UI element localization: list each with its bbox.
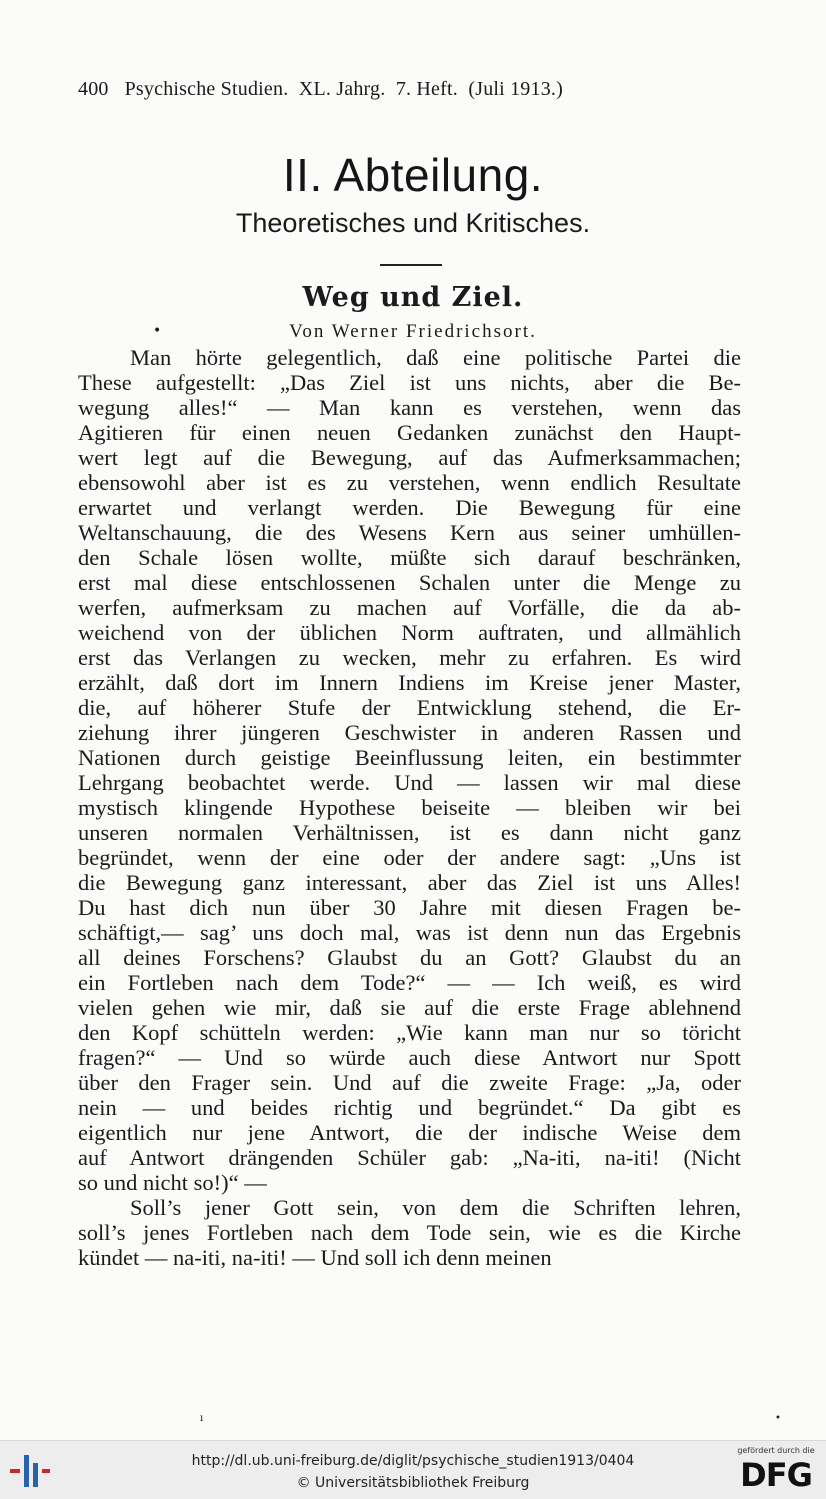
body-line: den Schale lösen wollte, müßte sich darauf beschränken,: [78, 545, 741, 570]
body-line: wegung alles!“ — Man kann es verstehen, wenn das: [78, 395, 741, 420]
dfg-logo: DFG: [740, 1456, 812, 1494]
body-line: Man hörte gelegentlich, daß eine politische Partei die: [130, 345, 741, 370]
body-line: Soll’s jener Gott sein, von dem die Schriften lehren,: [130, 1195, 741, 1220]
bottom-mark-left: ı: [200, 1413, 204, 1424]
funding-note: gefördert durch die: [737, 1446, 815, 1455]
body-line: These aufgestellt: „Das Ziel ist uns nichts, aber die Be-: [78, 370, 741, 395]
body-line: erst mal diese entschlossenen Schalen unter die Menge zu: [78, 570, 741, 595]
body-line: soll’s jenes Fortleben nach dem Tode sein, wie es die Kirche: [78, 1220, 741, 1245]
document-url-link[interactable]: http://dl.ub.uni-freiburg.de/diglit/psychische_studien1913/0404: [191, 1453, 635, 1469]
title-divider: [380, 264, 442, 266]
body-line: kündet — na-iti, na-iti! — Und soll ich denn meinen: [78, 1245, 552, 1270]
body-line: ziehung ihrer jüngeren Geschwister in anderen Rassen und: [78, 720, 741, 745]
body-line: nein — und beides richtig und begründet.“ Da gibt es: [78, 1095, 741, 1120]
body-line: ein Fortleben nach dem Tode?“ — — Ich weiß, es wird: [78, 970, 741, 995]
stray-mark: •: [153, 323, 162, 339]
body-line: Agitieren für einen neuen Gedanken zunächst den Haupt-: [78, 420, 741, 445]
body-line: Lehrgang beobachtet werde. Und — lassen wir mal diese: [78, 770, 741, 795]
body-line: auf Antwort drängenden Schüler gab: „Na-iti, na-iti! (Nicht: [78, 1145, 741, 1170]
section-title: II. Abteilung.: [282, 149, 544, 201]
body-line: erwartet und verlangt werden. Die Bewegung für eine: [78, 495, 741, 520]
article-byline: Von Werner Friedrichsort.: [289, 321, 537, 342]
body-line: unseren normalen Verhältnissen, ist es dann nicht ganz: [78, 820, 741, 845]
section-subtitle: Theoretisches und Kritisches.: [235, 208, 591, 238]
body-line: fragen?“ — Und so würde auch diese Antwort nur Spott: [78, 1045, 741, 1070]
body-line: den Kopf schütteln werden: „Wie kann man nur so töricht: [78, 1020, 741, 1045]
body-line: erst das Verlangen zu wecken, mehr zu erfahren. Es wird: [78, 645, 741, 670]
body-line: vielen gehen wie mir, daß sie auf die erste Frage ablehnend: [78, 995, 741, 1020]
body-line: schäftigt,— sag’ uns doch mal, was ist denn nun das Ergebnis: [78, 920, 741, 945]
body-line: eigentlich nur jene Antwort, die der indische Weise dem: [78, 1120, 741, 1145]
body-line: mystisch klingende Hypothese beiseite — bleiben wir bei: [78, 795, 741, 820]
body-line: die Bewegung ganz interessant, aber das Ziel ist uns Alles!: [78, 870, 741, 895]
body-line: wert legt auf die Bewegung, auf das Aufmerksammachen;: [78, 445, 741, 470]
body-line: begründet, wenn der eine oder der andere sagt: „Uns ist: [78, 845, 741, 870]
body-line: all deines Forschens? Glaubst du an Gott? Glaubst du an: [78, 945, 741, 970]
running-head-text: Psychische Studien. XL. Jahrg. 7. Heft. (Juli 1913.): [124, 78, 563, 100]
body-line: ebensowohl aber ist es zu verstehen, wenn endlich Resultate: [78, 470, 741, 495]
copyright-notice: © Universitätsbibliothek Freiburg: [296, 1475, 530, 1491]
article-body: [78, 345, 741, 1270]
body-line: erzählt, daß dort im Innern Indiens im Kreise jener Master,: [78, 670, 741, 695]
article-title: Weg und Ziel.: [302, 282, 524, 313]
body-line: weichend von der üblichen Norm auftraten, und allmählich: [78, 620, 741, 645]
body-line: die, auf höherer Stufe der Entwicklung stehend, die Er-: [78, 695, 741, 720]
bottom-mark-right: •: [775, 1413, 781, 1424]
page-number: 400: [78, 78, 109, 100]
running-head: [78, 78, 698, 101]
body-line: über den Frager sein. Und auf die zweite Frage: „Ja, oder: [78, 1070, 741, 1095]
body-line: Weltanschauung, die des Wesens Kern aus seiner umhüllen-: [78, 520, 741, 545]
viewer-footer: [0, 1440, 826, 1499]
body-line: so und nicht so!)“ —: [78, 1170, 267, 1195]
body-line: Nationen durch geistige Beeinflussung leiten, ein bestimmter: [78, 745, 741, 770]
body-line: werfen, aufmerksam zu machen auf Vorfälle, die da ab-: [78, 595, 741, 620]
body-line: Du hast dich nun über 30 Jahre mit diesen Fragen be-: [78, 895, 741, 920]
